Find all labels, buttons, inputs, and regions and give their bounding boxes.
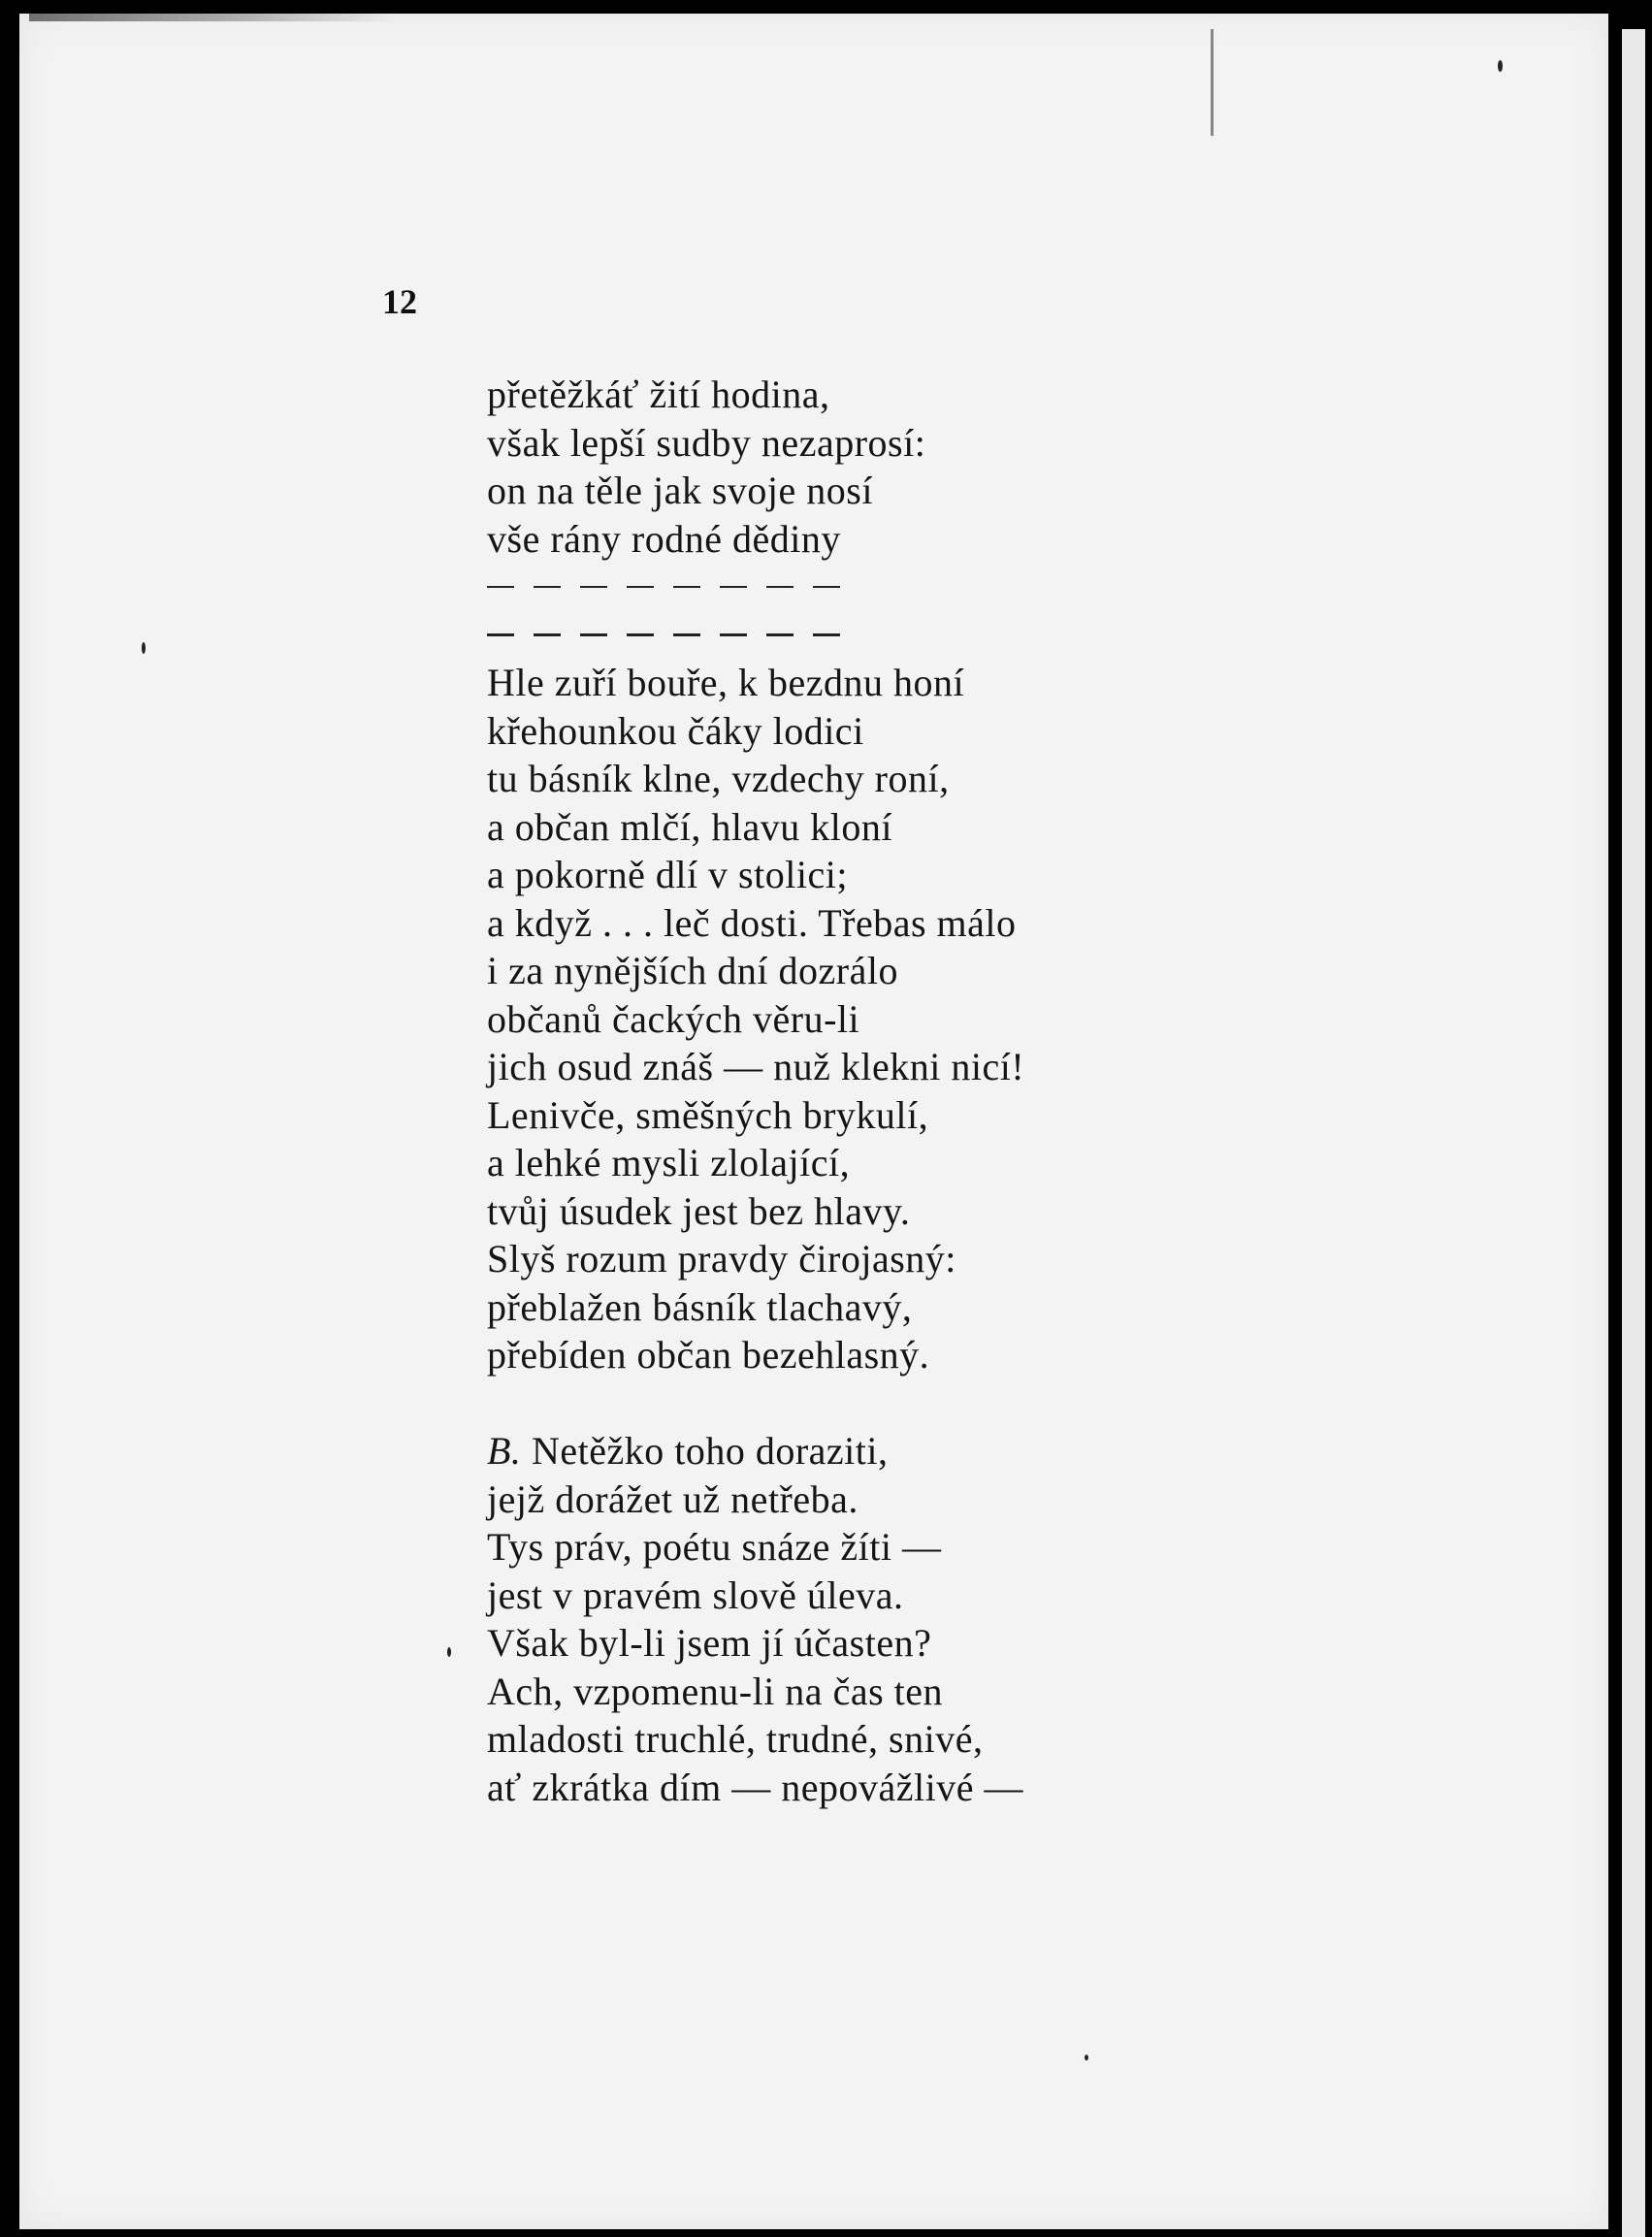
scan-edge-mark: [29, 14, 398, 21]
verse-line: přeblažen básník tlachavý,: [487, 1284, 913, 1329]
speaker-label: B.: [487, 1429, 522, 1473]
fold-mark: [1211, 29, 1214, 136]
verse-line: přebíden občan bezehlasný.: [487, 1333, 930, 1377]
verse-line: křehounkou čáky lodici: [487, 708, 864, 753]
dust-speck: [142, 642, 146, 654]
verse-line: občanů čackých věru-li: [487, 996, 860, 1041]
verse-line: vše rány rodné dědiny: [487, 516, 841, 561]
poem-text: [487, 371, 1263, 1811]
verse-line: [487, 1427, 1263, 1475]
verse-line: jest v pravém slově úleva.: [487, 1572, 904, 1617]
verse-line: Lenivče, směšných brykulí,: [487, 1092, 929, 1137]
verse-line: ať zkrátka dím — nepovážlivé —: [487, 1765, 1024, 1809]
verse-line: a občan mlčí, hlavu kloní: [487, 804, 892, 849]
verse-line: jejž dorážet už netřeba.: [487, 1476, 858, 1521]
verse-line: jich osud znáš — nuž klekni nicí!: [487, 1045, 1025, 1088]
verse-line: Však byl-li jsem jí účasten?: [487, 1621, 932, 1665]
verse-line: Ach, vzpomenu-li na čas ten: [487, 1669, 944, 1713]
page-number: 12: [382, 282, 417, 321]
verse-line: přetěžkáť žití hodina,: [487, 373, 830, 416]
verse-line: Slyš rozum pravdy čirojasný:: [487, 1237, 956, 1281]
verse-line: on na těle jak svoje nosí: [487, 469, 873, 512]
verse-line: tu básník klne, vzdechy roní,: [487, 757, 950, 800]
dust-speck: [1498, 60, 1503, 72]
verse-line: a lehké mysli zlolající,: [487, 1141, 851, 1184]
verse-line: však lepší sudby nezaprosí:: [487, 420, 926, 465]
verse-line-text: Netěžko toho doraziti,: [521, 1429, 889, 1473]
verse-line: mladosti truchlé, trudné, snivé,: [487, 1717, 984, 1761]
verse-line: tvůj úsudek jest bez hlavy.: [487, 1188, 911, 1233]
verse-line: i za nynějších dní dozrálo: [487, 949, 898, 992]
stanza-gap: [487, 1379, 1263, 1428]
dust-speck: [447, 1647, 451, 1657]
verse-line: Tys práv, poétu snáze žíti —: [487, 1525, 942, 1569]
dust-speck: [1085, 2055, 1088, 2060]
adjacent-page-edge: [1622, 29, 1645, 2237]
verse-line: a když . . . leč dosti. Třebas málo: [487, 900, 1017, 945]
ellipsis-dash-row: [487, 611, 1263, 660]
verse-line: a pokorně dlí v stolici;: [487, 853, 848, 896]
ellipsis-dash-row: [487, 563, 1263, 611]
verse-line: Hle zuří bouře, k bezdnu honí: [487, 661, 965, 704]
